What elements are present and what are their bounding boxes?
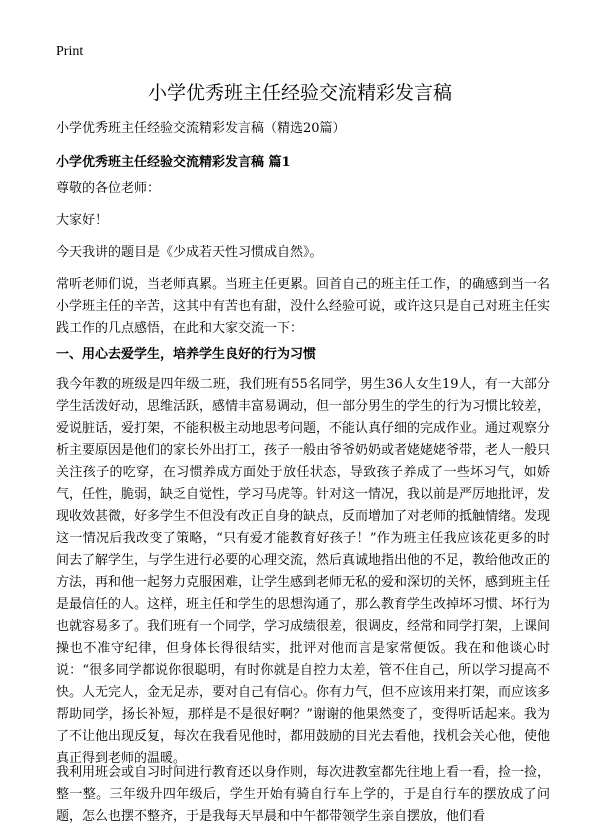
print-link[interactable]: Print (56, 44, 84, 59)
section-heading: 小学优秀班主任经验交流精彩发言稿 篇1 (56, 155, 291, 170)
point2-paragraph: 我利用班会或自习时间进行教育还以身作则，每次进教室都先往地上看一看，捡一捡，整一整。三年级升四年级后，学生开始有骑自行车上学的，于是自行车的摆放成了问题，怎么也摆不整齐，于是我每天早晨和中午都带领学生亲自摆放，他们看 (56, 765, 551, 824)
page-title: 小学优秀班主任经验交流精彩发言稿 (147, 82, 452, 104)
hello-line: 大家好！ (56, 213, 109, 228)
greeting: 尊敬的各位老师： (56, 181, 161, 196)
document-subtitle: 小学优秀班主任经验交流精彩发言稿（精选20篇） (56, 121, 346, 136)
intro-paragraph: 常听老师们说，当老师真累。当班主任更累。回首自己的班主任工作，的确感到当一名小学班主任的辛苦，这其中有苦也有甜，没什么经验可说，或许这只是自己对班主任实践工作的几点感悟，在此和大家交流一下： (56, 277, 551, 336)
point1-paragraph: 我今年教的班级是四年级二班，我们班有55名同学，男生36人女生19人，有一大部分学生活泼好动，思维活跃，感情丰富易调动，但一部分男生的学生的行为习惯比较差，爱说脏话，爱打架，不能积极主动地思考问题，不能认真仔细的完成作业。通过观察分析主要原因是他们的家长外出打工，孩子一般由爷爷奶奶或者姥姥姥爷带，老人一般只关注孩子的吃穿，在习惯养成方面处于放任状态，导致孩子养成了一些坏习气，如娇气，任性，脆弱，缺乏自觉性，学习马虎等。针对这一情况，我以前是严厉地批评，发现收效甚微，好多学生不但没有改正自身的缺点，反而增加了对老师的抵触情绪。发现这一情况后我改变了策略，“只有爱才能教育好孩子！”作为班主任我应该花更多的时间去了解学生，与学生进行必要的心理交流，然后真诚地指出他的不足，教给他改正的方法，再和他一起努力克服困难，让学生感到老师无私的爱和深切的关怀，感到班主任是最信任的人。这样，班主任和学生的思想沟通了，那么教育学生改掉坏习惯、坏行为也就容易多了。我们班有一个同学，学习成绩很差，很调皮，经常和同学打架，上课间操也不准守纪律，但身体长得很结实，批评对他而言是家常便饭。我在和他谈心时说：“很多同学都说你很聪明，有时你就是自控力太差，管不住自己，所以学习提高不快。人无完人，金无足赤，要对自己有信心。你有力气，但不应该用来打架，而应该多帮助同学，扬长补短，那样是不是很好啊？”谢谢的他果然变了，变得听话起来。我为了不让他出现反复，每次在我看见他时，都用鼓励的目光去看他，找机会关心他，使他真正得到老师的温暖。 (56, 377, 551, 766)
topic-line: 今天我讲的题目是《少成若天性习惯成自然》。 (56, 245, 323, 260)
point1-heading: 一、用心去爱学生，培养学生良好的行为习惯 (56, 347, 317, 362)
